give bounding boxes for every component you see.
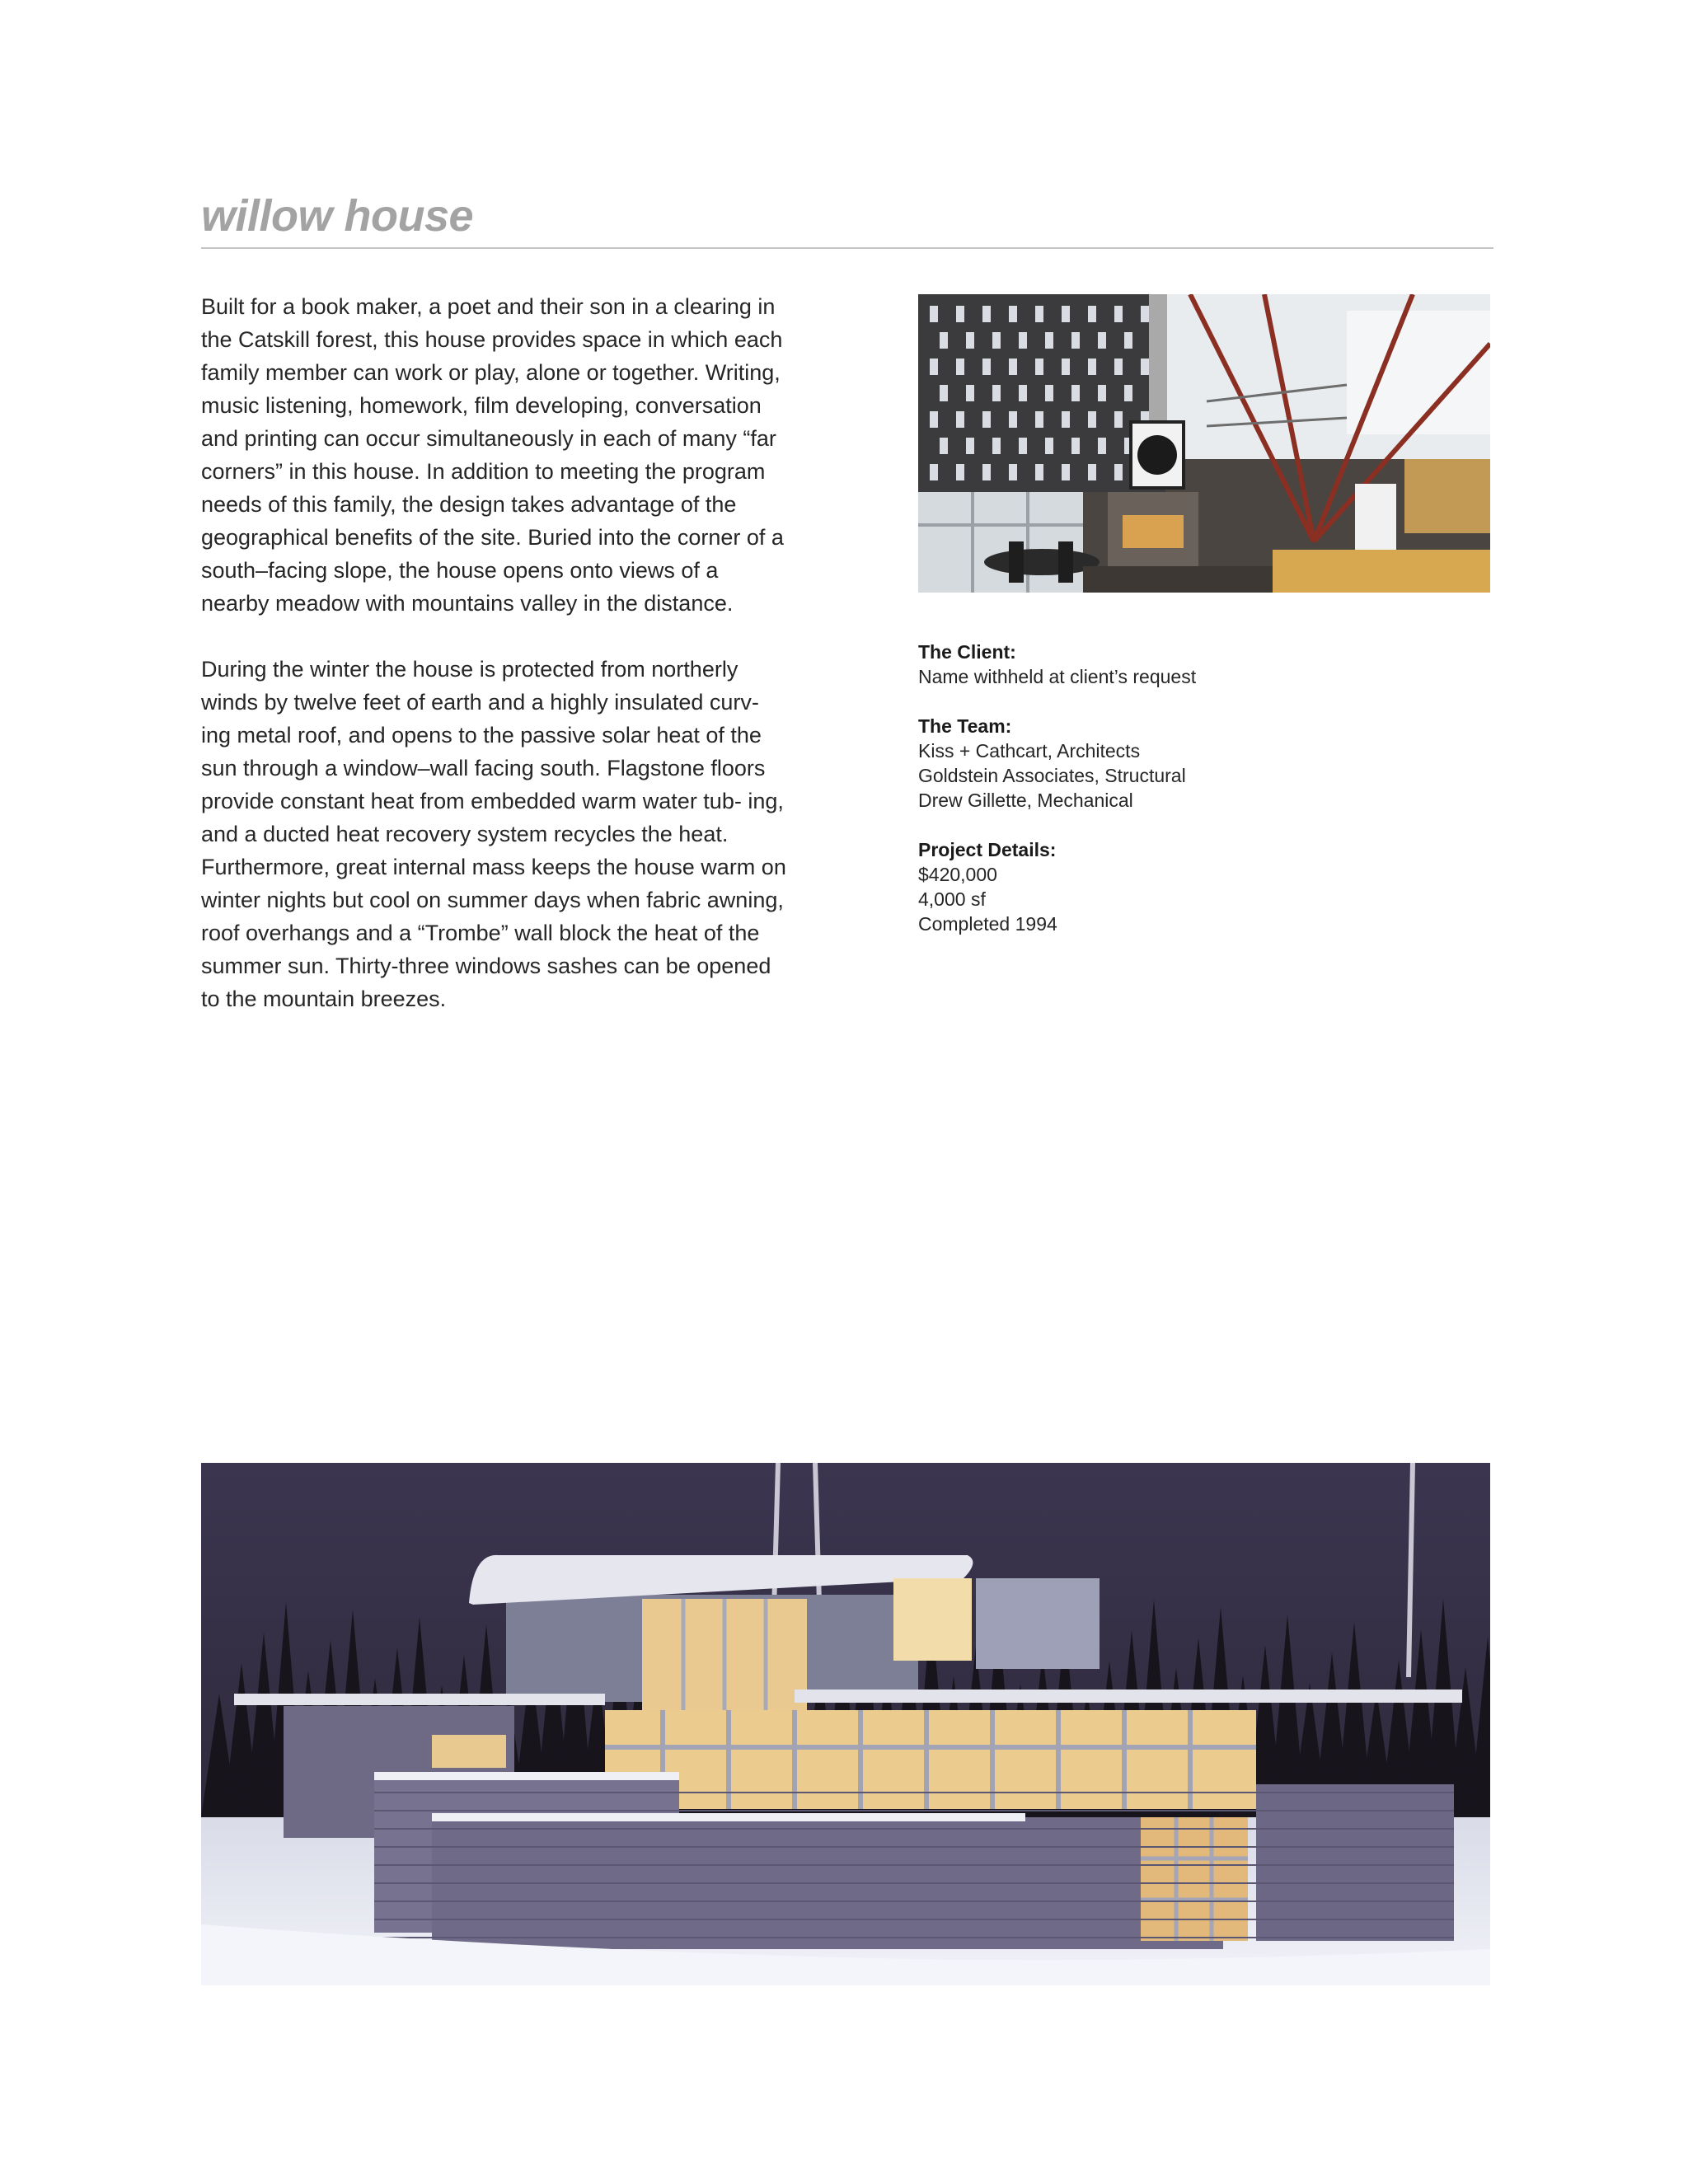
client-heading: The Client: [918,641,1016,663]
exterior-photo [201,1463,1490,1985]
client-line: Name withheld at client’s request [918,666,1197,687]
project-line: 4,000 sf [918,888,986,910]
body-paragraph: Built for a book maker, a poet and their son in a clearing in the Catskill forest, this house provides space in which each family member can work or play, alone or together. Writing, music listening, homework, film developing, conversation and printing can occur simultaneously in each of many “far corners” in this house. In addition to meeting the program needs of this family, the design takes advantage of the geographical benefits of the site. Buried into the corner of a south–facing slope, the house opens onto views of a nearby meadow with mountains valley in the distance. [201,294,784,616]
team-heading: The Team: [918,715,1012,737]
team-line: Kiss + Cathcart, Architects [918,740,1141,762]
team-group [918,714,1413,813]
project-line: $420,000 [918,864,997,885]
team-line: Drew Gillette, Mechanical [918,790,1133,811]
body-text-column [201,290,786,1048]
title-divider [201,247,1493,249]
project-heading: Project Details: [918,839,1057,860]
page-title: willow house [201,191,474,241]
project-line: Completed 1994 [918,913,1057,935]
project-details [918,640,1413,961]
project-group [918,837,1413,936]
body-paragraph: During the winter the house is protected from northerly winds by twelve feet of earth and a highly insulated curv- ing metal roof, and opens to the passive solar heat of the sun through a window–wall facing south. Flagstone floors provide constant heat from embedded warm water tub- ing, and a ducted heat recovery system recycles the heat. Furthermore, great internal mass keeps the house warm on winter nights but cool on summer days when fabric awning, roof overhangs and a “Trombe” wall block the heat of the summer sun. Thirty-three windows sashes can be opened to the mountain breezes. [201,657,786,1011]
client-group [918,640,1413,689]
interior-photo [918,294,1490,593]
team-line: Goldstein Associates, Structural [918,765,1186,786]
